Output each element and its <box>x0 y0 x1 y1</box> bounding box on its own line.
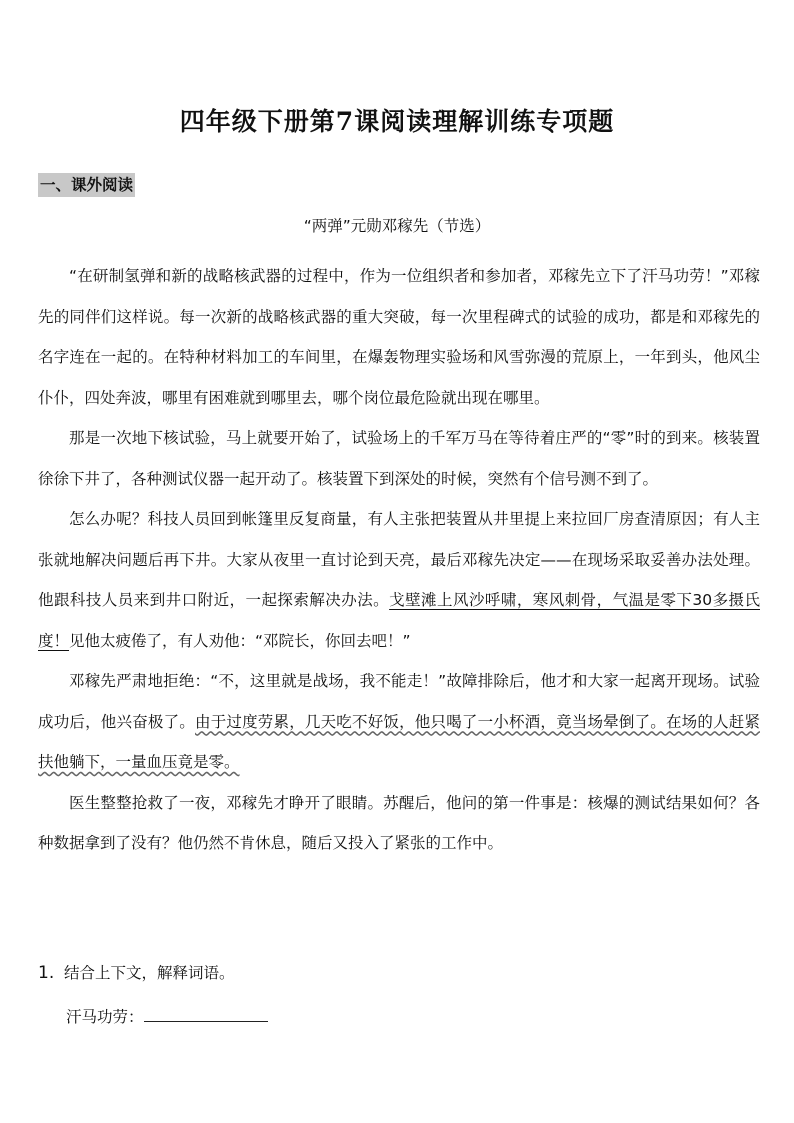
paragraph-1 <box>38 256 760 418</box>
paragraph-2 <box>38 418 760 499</box>
paragraph-4 <box>38 661 760 783</box>
paragraph-3 <box>38 499 760 661</box>
answer-row <box>66 1002 268 1032</box>
term-label: 汗马功劳： <box>66 1008 144 1026</box>
passage-body <box>38 256 760 864</box>
paragraph-1-text: “在研制氢弹和新的战略核武器的过程中，作为一位组织者和参加者，邓稼先立下了汗马功劳！”邓稼先的同伴们这样说。每一次新的战略核武器的重大突破，每一次里程碑式的试验的成功，都是和邓稼先的名字连在一起的。在特种材料加工的车间里，在爆轰物理实验场和风雪弥漫的荒原上，一年到头，他风尘仆仆，四处奔波，哪里有困难就到哪里去，哪个岗位最危险就出现在哪里。 <box>38 267 760 407</box>
question-prompt: 结合上下文，解释词语。 <box>64 964 235 982</box>
answer-blank[interactable] <box>144 1003 268 1022</box>
paragraph-2-text: 那是一次地下核试验，马上就要开始了，试验场上的千军万马在等待着庄严的“零”时的到来。核装置徐徐下井了，各种测试仪器一起开动了。核装置下到深处的时候，突然有个信号测不到了。 <box>38 429 760 488</box>
paragraph-5-text: 医生整整抢救了一夜，邓稼先才睁开了眼睛。苏醒后，他问的第一件事是：核爆的测试结果如何？各种数据拿到了没有？他仍然不肯休息，随后又投入了紧张的工作中。 <box>38 793 760 852</box>
paragraph-4-text: 邓稼先严肃地拒绝：“不，这里就是战场，我不能走！”故障排除后，他才和大家一起离开现场。试验成功后，他兴奋极了。 <box>38 672 760 731</box>
wavy-underlined-sentence: 由于过度劳累，几天吃不好饭，他只喝了一小杯酒，竟当场晕倒了。在场的人赶紧扶他躺下，一量血压竟是零。 <box>38 712 760 771</box>
paragraph-3-text-end: 见他太疲倦了，有人劝他：“邓院长，你回去吧！” <box>69 631 411 650</box>
paragraph-3-text: 怎么办呢？科技人员回到帐篷里反复商量，有人主张把装置从井里提上来拉回厂房查清原因；有人主张就地解决问题后再下井。大家从夜里一直讨论到天亮，最后邓稼先决定——在现场采取妥善办法处理。他跟科技人员来到井口附近，一起探索解决办法。 <box>38 510 760 609</box>
document-title: 四年级下册第7课阅读理解训练专项题 <box>179 107 615 136</box>
paragraph-5 <box>38 783 760 864</box>
underlined-sentence: 戈壁滩上风沙呼啸，寒风刺骨，气温是零下30多摄氏度！ <box>38 591 760 650</box>
question-number: 1. <box>38 963 55 983</box>
passage-title: “两弹”元勋邓稼先（节选） <box>303 217 491 235</box>
question-1 <box>38 958 235 988</box>
section-heading: 一、课外阅读 <box>38 173 135 197</box>
